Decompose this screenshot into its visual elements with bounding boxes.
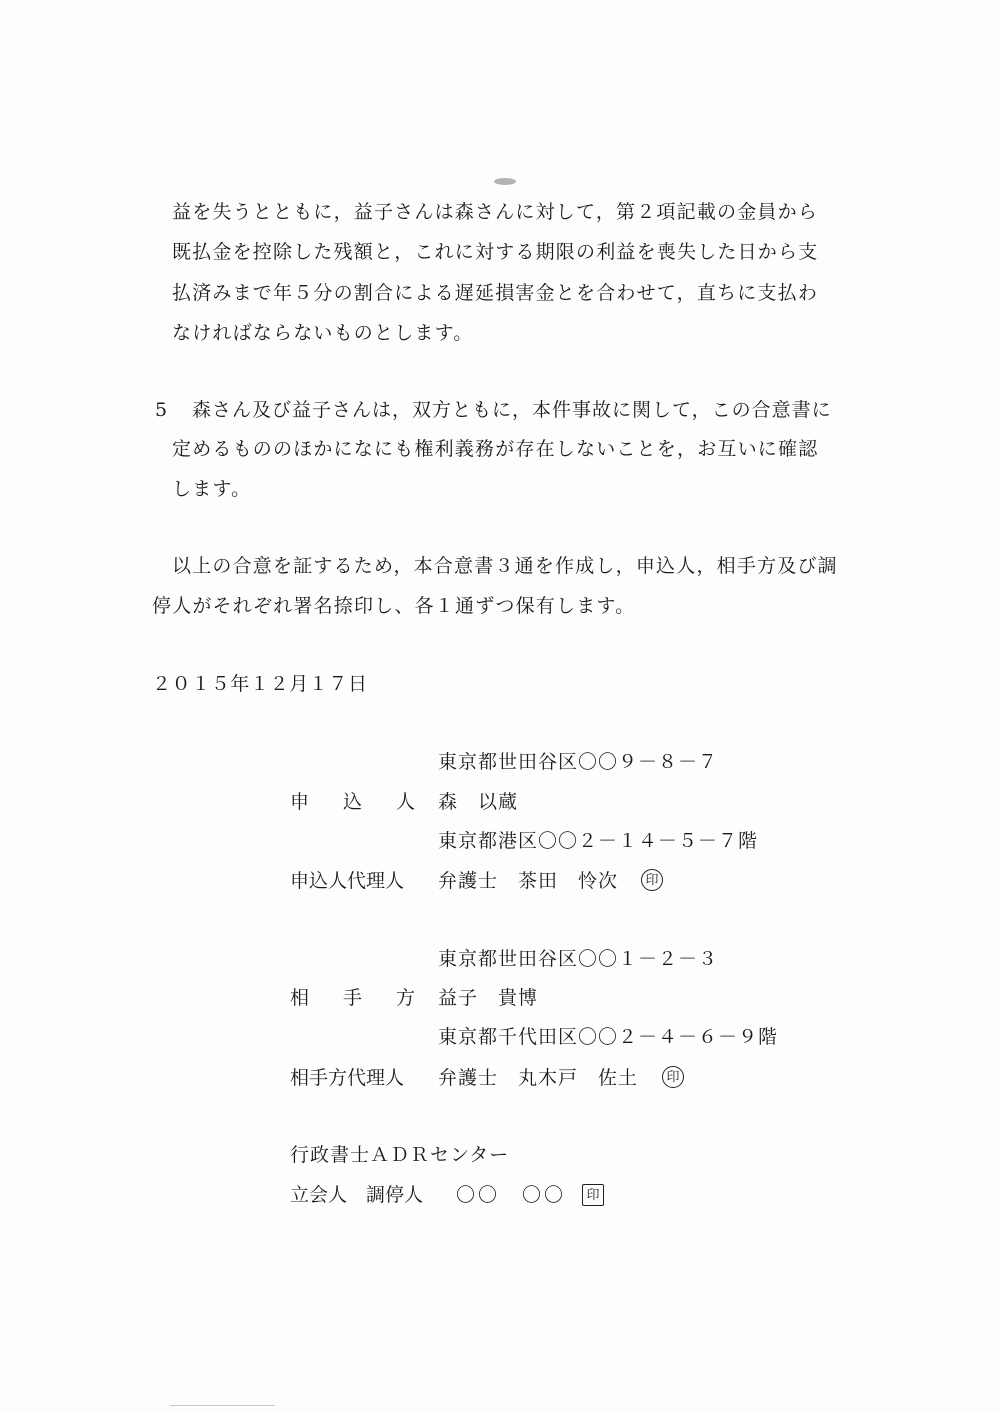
clause4-line-1: 益を失うとともに，益子さんは森さんに対して，第２項記載の金員から bbox=[172, 201, 819, 223]
applicant-agent-address: 東京都港区〇〇２－１４－５－７階 bbox=[438, 830, 759, 852]
clause4-line-3: 払済みまで年５分の割合による遅延損害金とを合わせて，直ちに支払わ bbox=[172, 282, 819, 304]
closing-line-2: 停人がそれぞれ署名捺印し、各１通ずつ保有します。 bbox=[152, 595, 636, 617]
applicant-label-char-2: 込 bbox=[343, 791, 363, 813]
mediator-organization: 行政書士ＡＤＲセンター bbox=[290, 1144, 510, 1166]
clause5-number: 5 bbox=[155, 399, 168, 421]
applicant-agent-seal-icon: 印 bbox=[641, 869, 663, 891]
applicant-address: 東京都世田谷区〇〇９－８－７ bbox=[438, 751, 719, 773]
closing-line-1: 以上の合意を証するため，本合意書３通を作成し，申込人，相手方及び調 bbox=[172, 555, 838, 577]
applicant-label-char-1: 申 bbox=[290, 791, 310, 813]
respondent-agent-seal-icon: 印 bbox=[662, 1066, 684, 1088]
mediator-label: 立会人 調停人 bbox=[290, 1184, 424, 1206]
scan-smudge bbox=[494, 178, 516, 185]
clause5-line-1: 森さん及び益子さんは，双方ともに，本件事故に関して，この合意書に bbox=[192, 399, 832, 421]
mediator-name: 〇〇 〇〇 bbox=[456, 1184, 567, 1206]
applicant-agent-name: 弁護士 茶田 怜次 bbox=[438, 870, 619, 892]
clause4-line-2: 既払金を控除した残額と，これに対する期限の利益を喪失した日から支 bbox=[172, 241, 819, 263]
respondent-agent-label: 相手方代理人 bbox=[290, 1067, 405, 1089]
clause4-line-4: なければならないものとします。 bbox=[172, 322, 474, 344]
mediator-seal-icon: 印 bbox=[582, 1184, 604, 1206]
respondent-label-char-3: 方 bbox=[396, 987, 416, 1009]
respondent-agent-address: 東京都千代田区〇〇２－４－６－９階 bbox=[438, 1026, 779, 1048]
respondent-label-char-2: 手 bbox=[343, 987, 363, 1009]
respondent-agent-name: 弁護士 丸木戸 佐土 bbox=[438, 1067, 639, 1089]
applicant-label-char-3: 人 bbox=[396, 791, 416, 813]
respondent-label-char-1: 相 bbox=[290, 987, 310, 1009]
agreement-date: ２０１５年１２月１７日 bbox=[152, 673, 368, 695]
respondent-label bbox=[290, 986, 420, 1010]
scan-edge-line bbox=[170, 1405, 275, 1406]
respondent-address: 東京都世田谷区〇〇１－２－３ bbox=[438, 948, 719, 970]
applicant-label bbox=[290, 790, 420, 814]
applicant-name: 森 以蔵 bbox=[438, 791, 519, 813]
clause5-line-3: します。 bbox=[172, 478, 252, 500]
clause5-line-2: 定めるもののほかになにも権利義務が存在しないことを，お互いに確認 bbox=[172, 438, 819, 460]
respondent-name: 益子 貴博 bbox=[438, 987, 539, 1009]
applicant-agent-label: 申込人代理人 bbox=[290, 870, 405, 892]
